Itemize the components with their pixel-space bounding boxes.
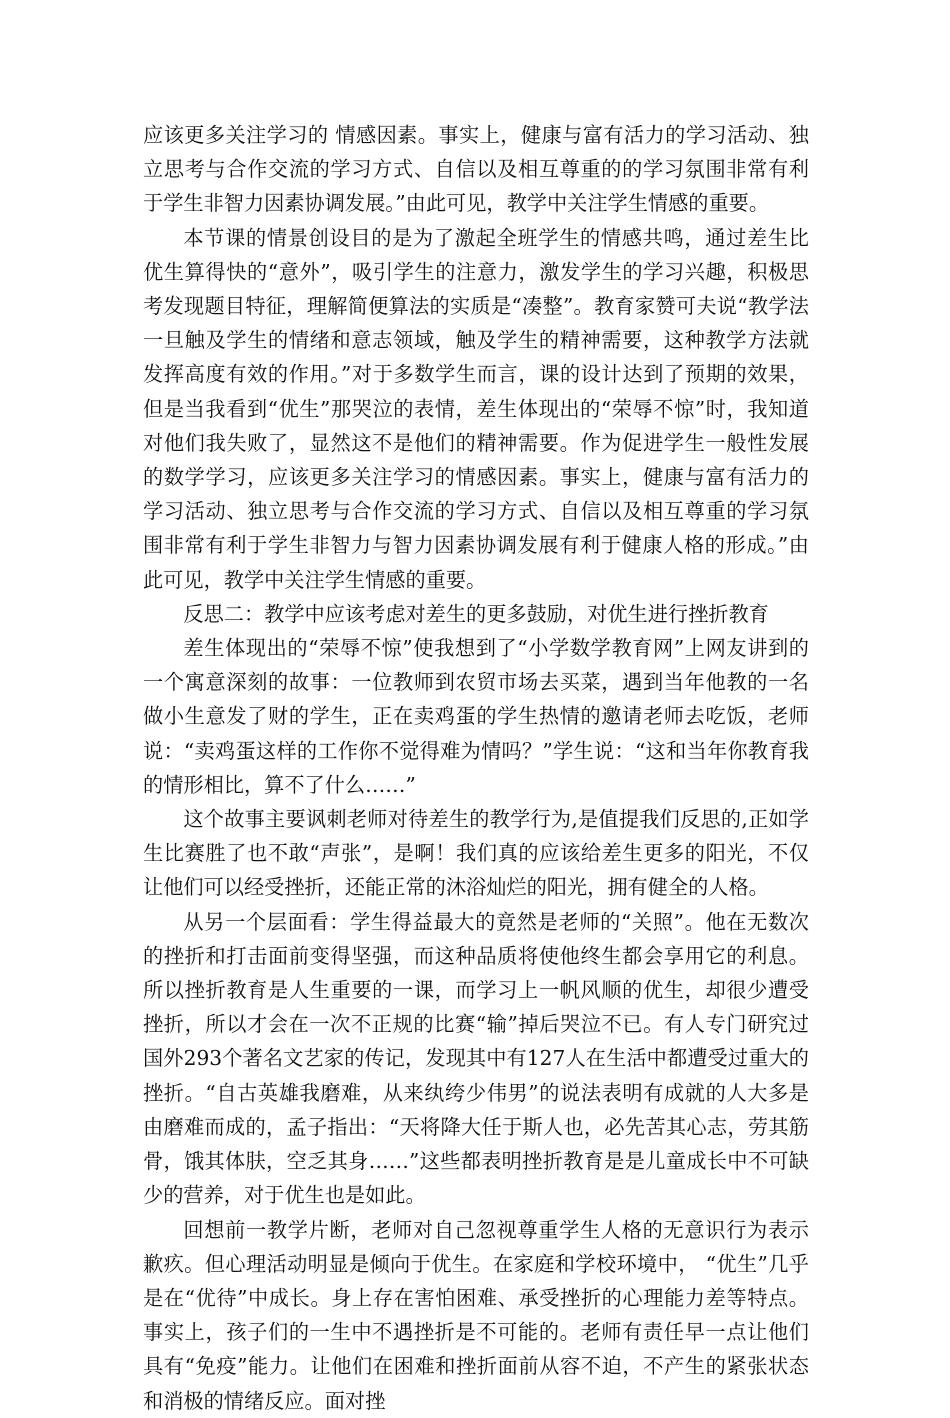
section-heading-reflection-2: 反思二：教学中应该考虑对差生的更多鼓励，对优生进行挫折教育 <box>183 601 769 626</box>
paragraph-6: 回想前一教学片断，老师对自己忽视尊重学生人格的无意识行为表示歉疚。但心理活动明显是倾向于优生。在家庭和学校环境中， “优生”几乎是在“优待”中成长。身上存在害怕困难、承受挫折的心理能力差等特点。事实上，孩子们的一生中不遇挫折是不可能的。老师有责任早一点让他们具有“免疫”能力。让他们在困难和挫折面前从容不迫，不产生的紧张状态和消极的情绪反应。面对挫 <box>143 1217 809 1413</box>
paragraph-5: 从另一个层面看：学生得益最大的竟然是老师的“关照”。他在无数次的挫折和打击面前变得坚强，而这种品质将使他终生都会享用它的利息。所以挫折教育是人生重要的一课，而学习上一帆风顺的优生，却很少遭受挫折，所以才会在一次不正规的比赛“输”掉后哭泣不已。有人专门研究过国外293个著名文艺家的传记，发现其中有127人在生活中都遭受过重大的挫折。“自古英雄我磨难，从来纨绔少伟男”的说法表明有成就的人大多是由磨难而成的，孟子指出：“天将降大任于斯人也，必先苦其心志，劳其筋骨，饿其体肤，空乏其身……”这些都表明挫折教育是是儿童成长中不可缺少的营养，对于优生也是如此。 <box>143 909 809 1208</box>
paragraph-3: 差生体现出的“荣辱不惊”使我想到了“小学数学教育网”上网友讲到的一个寓意深刻的故事：一位教师到农贸市场去买菜，遇到当年他教的一名做小生意发了财的学生，正在卖鸡蛋的学生热情的邀请老师去吃饭，老师说：“卖鸡蛋这样的工作你不觉得难为情吗？”学生说：“这和当年你教育我的情形相比，算不了什么……” <box>143 636 809 797</box>
paragraph-2: 本节课的情景创设目的是为了激起全班学生的情感共鸣，通过差生比优生算得快的“意外”，吸引学生的注意力，激发学生的学习兴趣，积极思考发现题目特征，理解简便算法的实质是“凑整”。教育家赞可夫说“教学法一旦触及学生的情绪和意志领域，触及学生的精神需要，这种教学方法就发挥高度有效的作用。”对于多数学生而言，课的设计达到了预期的效果，但是当我看到“优生”那哭泣的表情，差生体现出的“荣辱不惊”时，我知道对他们我失败了，显然这不是他们的精神需要。作为促进学生一般性发展的数学学习，应该更多关注学习的情感因素。事实上，健康与富有活力的学习活动、独立思考与合作交流的学习方式、自信以及相互尊重的学习氛围非常有利于学生非智力与智力因素协调发展有利于健康人格的形成。”由此可见，教学中关注学生情感的重要。 <box>143 225 809 592</box>
paragraph-1: 应该更多关注学习的 情感因素。事实上，健康与富有活力的学习活动、独立思考与合作交流的学习方式、自信以及相互尊重的的学习氛围非常有利于学生非智力因素协调发展。”由此可见，教学中关注学生情感的重要。 <box>143 123 809 216</box>
paragraph-4: 这个故事主要讽刺老师对待差生的教学行为,是值提我们反思的,正如学生比赛胜了也不敢“声张”，是啊！我们真的应该给差生更多的阳光，不仅让他们可以经受挫折，还能正常的沐浴灿烂的阳光，拥有健全的人格。 <box>143 807 809 900</box>
document-body <box>143 118 809 1418</box>
